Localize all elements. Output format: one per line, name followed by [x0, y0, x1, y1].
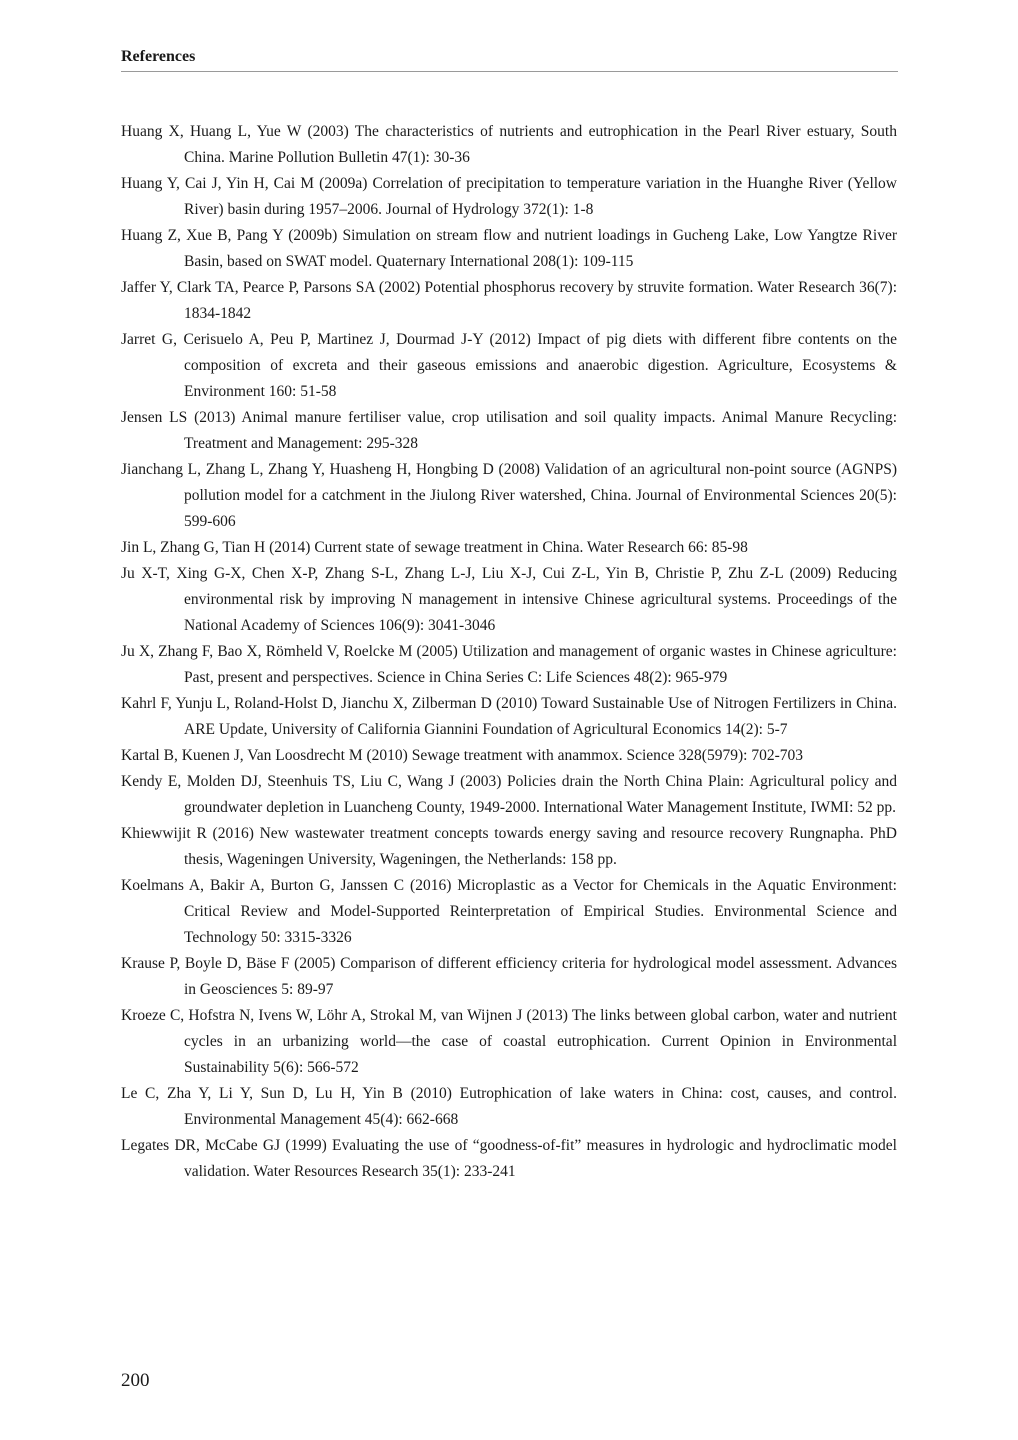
reference-entry: Ju X-T, Xing G-X, Chen X-P, Zhang S-L, Zhang L-J, Liu X-J, Cui Z-L, Yin B, Christie P, Zhu Z-L (2009) Reducing environmental risk by improving N management in intensive Chinese agricultural systems. Proceedings of the National Academy of Sciences 106(9): 3041-3046 [121, 565, 897, 634]
reference-entry: Kendy E, Molden DJ, Steenhuis TS, Liu C, Wang J (2003) Policies drain the North China Plain: Agricultural policy and groundwater depletion in Luancheng County, 1949-2000. International Water Management Institute, IWMI: 52 pp. [121, 773, 897, 816]
reference-entry: Kroeze C, Hofstra N, Ivens W, Löhr A, Strokal M, van Wijnen J (2013) The links between global carbon, water and nutrient cycles in an urbanizing world—the case of coastal eutrophication. Current Opinion in Environmental Sustainability 5(6): 566-572 [121, 1007, 897, 1076]
reference-entry: Jin L, Zhang G, Tian H (2014) Current state of sewage treatment in China. Water Research 66: 85-98 [121, 539, 748, 556]
reference-entry: Huang X, Huang L, Yue W (2003) The characteristics of nutrients and eutrophication in the Pearl River estuary, South China. Marine Pollution Bulletin 47(1): 30-36 [121, 123, 897, 166]
page-number: 200 [121, 1370, 150, 1391]
reference-entry: Jarret G, Cerisuelo A, Peu P, Martinez J, Dourmad J-Y (2012) Impact of pig diets with different fibre contents on the composition of excreta and their gaseous emissions and anaerobic digestion. Agriculture, Ecosystems & Environment 160: 51-58 [121, 331, 897, 400]
running-header [121, 46, 898, 72]
section-title: References [121, 48, 196, 65]
reference-entry: Krause P, Boyle D, Bäse F (2005) Comparison of different efficiency criteria for hydrological model assessment. Advances in Geosciences 5: 89-97 [121, 955, 897, 998]
reference-entry: Jaffer Y, Clark TA, Pearce P, Parsons SA (2002) Potential phosphorus recovery by struvite formation. Water Research 36(7): 1834-1842 [121, 279, 897, 322]
reference-entry: Khiewwijit R (2016) New wastewater treatment concepts towards energy saving and resource recovery Rungnapha. PhD thesis, Wageningen University, Wageningen, the Netherlands: 158 pp. [121, 825, 897, 868]
header-divider [121, 71, 898, 72]
reference-entry: Legates DR, McCabe GJ (1999) Evaluating the use of “goodness-of-fit” measures in hydrologic and hydroclimatic model validation. Water Resources Research 35(1): 233-241 [121, 1137, 897, 1180]
reference-entry: Kartal B, Kuenen J, Van Loosdrecht M (2010) Sewage treatment with anammox. Science 328(5979): 702-703 [121, 747, 803, 764]
reference-entry: Le C, Zha Y, Li Y, Sun D, Lu H, Yin B (2010) Eutrophication of lake waters in China: cost, causes, and control. Environmental Management 45(4): 662-668 [121, 1085, 897, 1128]
reference-entry: Jensen LS (2013) Animal manure fertiliser value, crop utilisation and soil quality impacts. Animal Manure Recycling: Treatment and Management: 295-328 [121, 409, 897, 452]
reference-entry: Koelmans A, Bakir A, Burton G, Janssen C (2016) Microplastic as a Vector for Chemicals in the Aquatic Environment: Critical Review and Model-Supported Reinterpretation of Empirical Studies. Environmental Science and Technology 50: 3315-3326 [121, 877, 897, 946]
reference-entry: Huang Y, Cai J, Yin H, Cai M (2009a) Correlation of precipitation to temperature variation in the Huanghe River (Yellow River) basin during 1957–2006. Journal of Hydrology 372(1): 1-8 [121, 175, 897, 218]
reference-entry: Huang Z, Xue B, Pang Y (2009b) Simulation on stream flow and nutrient loadings in Gucheng Lake, Low Yangtze River Basin, based on SWAT model. Quaternary International 208(1): 109-115 [121, 227, 897, 270]
reference-list [121, 119, 897, 1185]
reference-entry: Kahrl F, Yunju L, Roland-Holst D, Jianchu X, Zilberman D (2010) Toward Sustainable Use of Nitrogen Fertilizers in China. ARE Update, University of California Giannini Foundation of Agricultural Economics 14(2): 5-7 [121, 695, 897, 738]
reference-entry: Ju X, Zhang F, Bao X, Römheld V, Roelcke M (2005) Utilization and management of organic wastes in Chinese agriculture: Past, present and perspectives. Science in China Series C: Life Sciences 48(2): 965-979 [121, 643, 897, 686]
reference-entry: Jianchang L, Zhang L, Zhang Y, Huasheng H, Hongbing D (2008) Validation of an agricultural non-point source (AGNPS) pollution model for a catchment in the Jiulong River watershed, China. Journal of Environmental Sciences 20(5): 599-606 [121, 461, 897, 530]
